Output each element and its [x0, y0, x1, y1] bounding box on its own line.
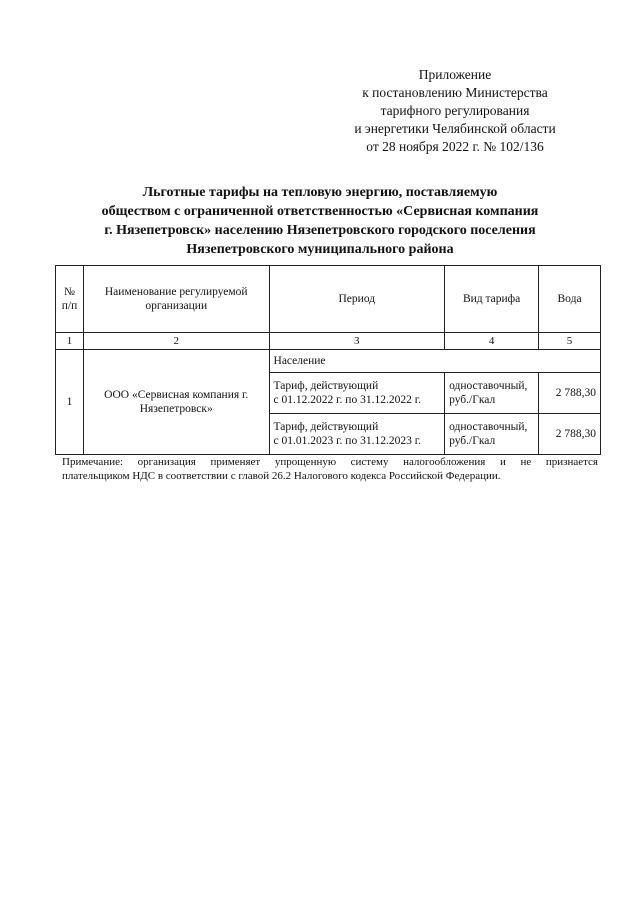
footnote-line: Примечание: организация применяет упрощенную систему налогообложения и не признается: [62, 456, 598, 468]
tariff-type-cell: [445, 373, 539, 414]
tariff-type: одноставочный,: [449, 380, 528, 392]
table-row: [56, 350, 601, 373]
row-num: 1: [56, 350, 84, 455]
footnote-line: плательщиком НДС в соответствии с главой 26.2 Налогового кодекса Российской Федерации.: [62, 470, 501, 482]
period-label: Тариф, действующий: [273, 421, 379, 433]
period-cell: [269, 414, 445, 455]
col-number: 3: [269, 333, 445, 350]
header-num: № п/п: [56, 266, 84, 333]
appendix-line: тарифного регулирования: [380, 103, 530, 118]
document-title: [60, 183, 580, 259]
title-line: обществом с ограниченной ответственностью «Сервисная компания: [101, 204, 539, 219]
column-number-row: [56, 333, 601, 350]
appendix-line: от 28 ноября 2022 г. № 102/136: [366, 139, 544, 154]
row-group: Население: [269, 350, 600, 373]
header-period: Период: [269, 266, 445, 333]
tariff-type-cell: [445, 414, 539, 455]
appendix-line: и энергетики Челябинской области: [354, 121, 556, 136]
col-number: 5: [539, 333, 601, 350]
table-header-row: [56, 266, 601, 333]
tariff-type: одноставочный,: [449, 421, 528, 433]
header-org: Наименование регулируемой организации: [83, 266, 269, 333]
title-line: Нязепетровского муниципального района: [186, 242, 454, 257]
tariff-unit: руб./Гкал: [449, 435, 496, 447]
period-label: Тариф, действующий: [273, 380, 379, 392]
header-water: Вода: [539, 266, 601, 333]
row-org: ООО «Сервисная компания г. Нязепетровск»: [83, 350, 269, 455]
footnote: [62, 455, 598, 483]
appendix-line: к постановлению Министерства: [362, 85, 548, 100]
tariff-unit: руб./Гкал: [449, 394, 496, 406]
col-number: 2: [83, 333, 269, 350]
col-number: 4: [445, 333, 539, 350]
header-tariff-type: Вид тарифа: [445, 266, 539, 333]
period-dates: с 01.12.2022 г. по 31.12.2022 г.: [273, 394, 421, 406]
period-dates: с 01.01.2023 г. по 31.12.2023 г.: [273, 435, 421, 447]
water-value: 2 788,30: [539, 373, 601, 414]
period-cell: [269, 373, 445, 414]
tariff-table: [55, 265, 601, 455]
title-line: г. Нязепетровск» населению Нязепетровского городского поселения: [104, 223, 536, 238]
appendix-line: Приложение: [418, 67, 492, 82]
title-line: Льготные тарифы на тепловую энергию, поставляемую: [142, 185, 498, 200]
water-value: 2 788,30: [539, 414, 601, 455]
appendix-header: [300, 66, 610, 156]
col-number: 1: [56, 333, 84, 350]
